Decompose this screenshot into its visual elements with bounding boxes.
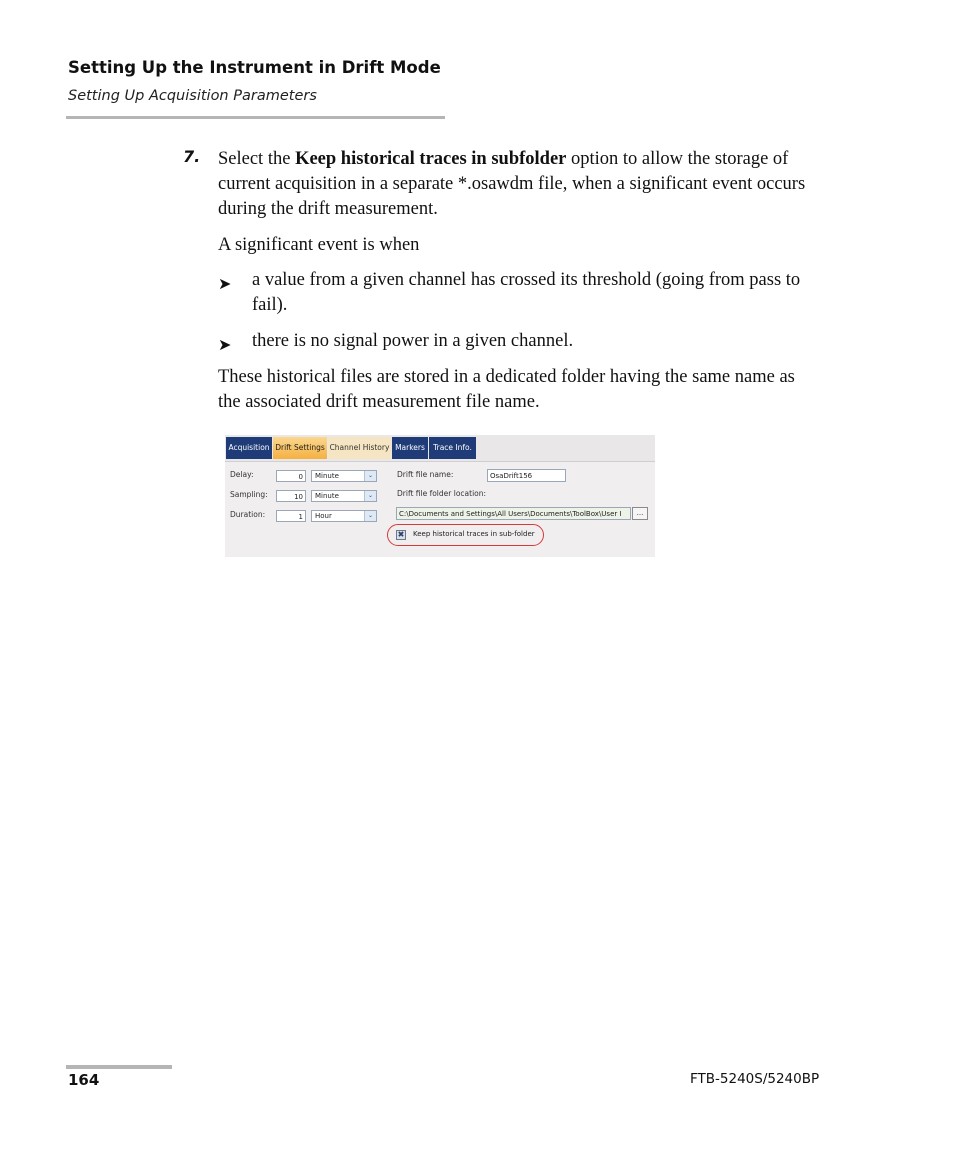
- header-subtitle: Setting Up Acquisition Parameters: [68, 88, 317, 104]
- delay-unit-value: Minute: [315, 472, 339, 480]
- delay-input[interactable]: 0: [276, 470, 306, 482]
- folder-path-field[interactable]: C:\Documents and Settings\All Users\Documents\ToolBox\User I: [396, 507, 631, 520]
- footer-rule: [66, 1065, 172, 1069]
- keep-historical-checkbox[interactable]: ✖: [397, 530, 405, 539]
- model-name: FTB-5240S/5240BP: [690, 1071, 820, 1087]
- delay-label: Delay:: [230, 470, 254, 479]
- bullet-arrow-icon: ➤: [218, 337, 232, 354]
- intro-paragraph: A significant event is when: [218, 235, 420, 255]
- chevron-down-icon[interactable]: ⌄: [364, 491, 376, 501]
- tab-bar: [225, 435, 655, 462]
- step-option-name: Keep historical traces in subfolder: [295, 149, 567, 169]
- bullet-arrow-icon: ➤: [218, 276, 232, 293]
- sampling-unit-select[interactable]: [311, 490, 377, 502]
- browse-button[interactable]: ...: [632, 507, 648, 520]
- drift-file-name-label: Drift file name:: [397, 470, 454, 479]
- tab-drift-settings[interactable]: Drift Settings: [273, 437, 327, 459]
- bullet-item: there is no signal power in a given channel.: [252, 331, 574, 351]
- header-rule: [66, 116, 445, 119]
- step-number: 7.: [183, 147, 201, 166]
- closing-paragraph: These historical files are stored in a dedicated folder having the same name as the associated drift measurement file name.: [218, 367, 795, 412]
- duration-unit-select[interactable]: [311, 510, 377, 522]
- tab-markers[interactable]: Markers: [392, 437, 428, 459]
- delay-unit-select[interactable]: [311, 470, 377, 482]
- sampling-unit-value: Minute: [315, 492, 339, 500]
- step-text-after: option to allow the storage of current acquisition in a separate *.osawdm file, when a significant event occurs during the drift measurement.: [218, 149, 806, 219]
- duration-input[interactable]: 1: [276, 510, 306, 522]
- header-title: Setting Up the Instrument in Drift Mode: [68, 58, 441, 77]
- chevron-down-icon[interactable]: ⌄: [364, 511, 376, 521]
- duration-unit-value: Hour: [315, 512, 332, 520]
- tab-trace-info[interactable]: Trace Info.: [429, 437, 476, 459]
- tab-channel-history[interactable]: Channel History: [328, 437, 391, 459]
- chevron-down-icon[interactable]: ⌄: [364, 471, 376, 481]
- duration-label: Duration:: [230, 510, 266, 519]
- step-text-before: Select the: [218, 149, 296, 169]
- sampling-label: Sampling:: [230, 490, 268, 499]
- sampling-input[interactable]: 10: [276, 490, 306, 502]
- tab-acquisition[interactable]: Acquisition: [226, 437, 272, 459]
- drift-file-name-input[interactable]: OsaDrift156: [487, 469, 566, 482]
- step-paragraph: [218, 147, 818, 222]
- page-number: 164: [68, 1071, 100, 1089]
- bullet-item: a value from a given channel has crossed its threshold (going from pass to fail).: [252, 270, 801, 315]
- drift-settings-screenshot: [225, 435, 655, 557]
- folder-location-label: Drift file folder location:: [397, 489, 487, 498]
- keep-historical-label[interactable]: Keep historical traces in sub-folder: [413, 530, 535, 538]
